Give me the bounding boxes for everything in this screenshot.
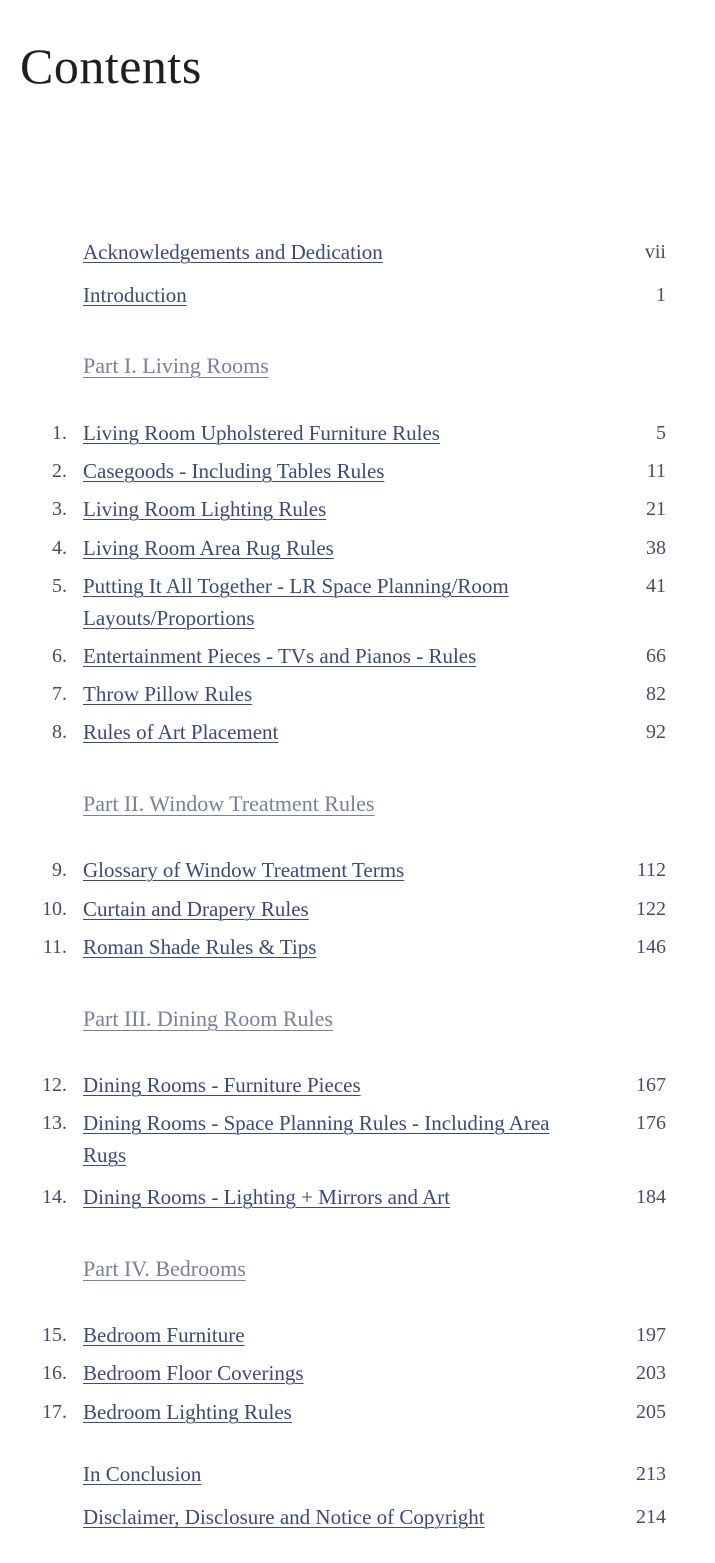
chapter-number: 15.: [42, 1324, 67, 1346]
page-number: 213: [636, 1463, 666, 1485]
page-number: vii: [644, 241, 666, 263]
toc-link[interactable]: Bedroom Lighting Rules: [83, 1400, 292, 1424]
toc-link[interactable]: Disclaimer, Disclosure and Notice of Copyright: [83, 1505, 485, 1529]
chapter-number: 13.: [42, 1112, 67, 1134]
toc-link[interactable]: Curtain and Drapery Rules: [83, 897, 309, 921]
page-number: 205: [636, 1401, 666, 1423]
page-number: 176: [636, 1112, 666, 1134]
toc-link[interactable]: Casegoods - Including Tables Rules: [83, 459, 385, 483]
chapter-number: 2.: [52, 460, 67, 482]
toc-link[interactable]: Living Room Lighting Rules: [83, 497, 327, 521]
chapter-number: 9.: [52, 859, 67, 881]
chapter-number: 3.: [52, 498, 67, 520]
chapter-number: 6.: [52, 645, 67, 667]
toc-link[interactable]: Roman Shade Rules & Tips: [83, 935, 317, 959]
part-link[interactable]: Part IV. Bedrooms: [83, 1256, 246, 1281]
toc-link[interactable]: Introduction: [83, 283, 187, 307]
part-link[interactable]: Part III. Dining Room Rules: [83, 1006, 333, 1031]
toc-link[interactable]: Putting It All Together - LR Space Planning/Room Layouts/Proportions: [83, 574, 509, 630]
chapter-number: 4.: [52, 537, 67, 559]
chapter-number: 17.: [42, 1401, 67, 1423]
chapter-number: 7.: [52, 683, 67, 705]
page-number: 197: [636, 1324, 666, 1346]
toc-link[interactable]: In Conclusion: [83, 1462, 202, 1486]
toc-link[interactable]: Dining Rooms - Furniture Pieces: [83, 1073, 361, 1097]
page-number: 41: [646, 575, 666, 597]
page-number: 1: [656, 284, 666, 306]
page-number: 214: [636, 1506, 666, 1528]
chapter-number: 1.: [52, 422, 67, 444]
page-number: 122: [636, 898, 666, 920]
chapter-number: 12.: [42, 1074, 67, 1096]
page-number: 66: [646, 645, 666, 667]
page-number: 167: [636, 1074, 666, 1096]
chapter-number: 11.: [42, 936, 67, 958]
page-title: Contents: [20, 38, 202, 94]
toc-link[interactable]: Bedroom Floor Coverings: [83, 1361, 304, 1385]
chapter-number: 10.: [42, 898, 67, 920]
toc-link[interactable]: Rules of Art Placement: [83, 720, 279, 744]
page-number: 38: [646, 537, 666, 559]
chapter-number: 14.: [42, 1186, 67, 1208]
toc-link[interactable]: Living Room Area Rug Rules: [83, 536, 334, 560]
toc-link[interactable]: Glossary of Window Treatment Terms: [83, 858, 405, 882]
toc-link[interactable]: Acknowledgements and Dedication: [83, 240, 383, 264]
chapter-number: 5.: [52, 575, 67, 597]
page-number: 203: [636, 1362, 666, 1384]
page-number: 5: [656, 422, 666, 444]
toc-link[interactable]: Dining Rooms - Lighting + Mirrors and Art: [83, 1185, 451, 1209]
toc-link[interactable]: Bedroom Furniture: [83, 1323, 245, 1347]
part-link[interactable]: Part I. Living Rooms: [83, 353, 269, 378]
part-link[interactable]: Part II. Window Treatment Rules: [83, 791, 375, 816]
chapter-number: 8.: [52, 721, 67, 743]
page-number: 11: [646, 460, 666, 482]
page-number: 112: [636, 859, 666, 881]
toc-link[interactable]: Living Room Upholstered Furniture Rules: [83, 421, 440, 445]
page-number: 92: [646, 721, 666, 743]
page-number: 184: [636, 1186, 666, 1208]
toc-link[interactable]: Dining Rooms - Space Planning Rules - Including Area Rugs: [83, 1111, 550, 1167]
page-number: 82: [646, 683, 666, 705]
toc-link[interactable]: Entertainment Pieces - TVs and Pianos - Rules: [83, 644, 477, 668]
toc-link[interactable]: Throw Pillow Rules: [83, 682, 253, 706]
page-number: 146: [636, 936, 666, 958]
page-number: 21: [646, 498, 666, 520]
chapter-number: 16.: [42, 1362, 67, 1384]
